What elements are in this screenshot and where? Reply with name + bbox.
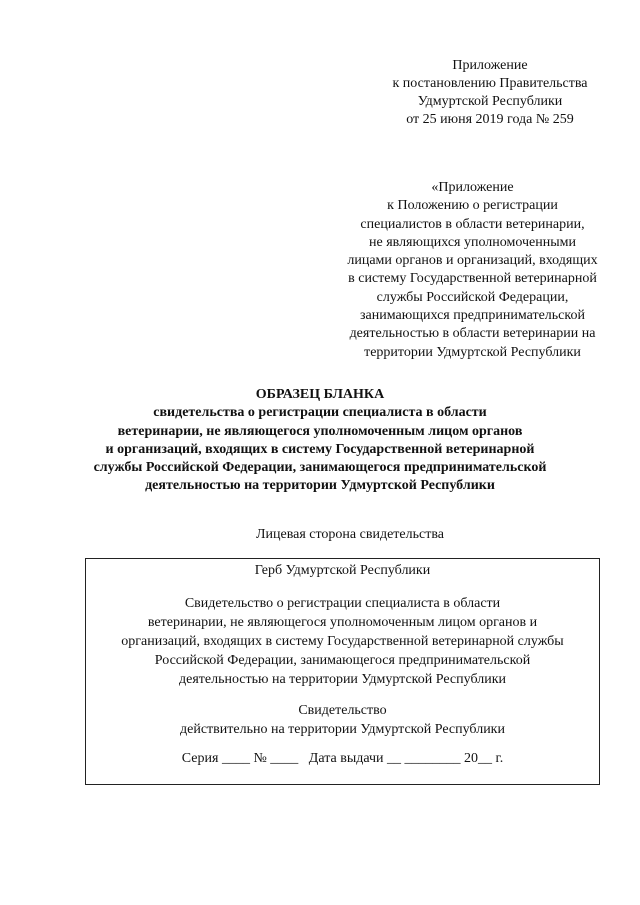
regulation-appendix-line: занимающихся предпринимательской <box>360 308 585 324</box>
form-title-line: ветеринарии, не являющегося уполномоченным лицом органов <box>117 423 523 439</box>
series-number-date-fields: Серия ____ № ____ Дата выдачи __ ________ 20__ г. <box>181 751 504 766</box>
appendix-header-line: Удмуртской Республики <box>417 94 563 109</box>
validity-line: действительно на территории Удмуртской Республики <box>180 722 505 737</box>
appendix-header <box>360 57 620 129</box>
front-side-label: Лицевая сторона свидетельства <box>256 527 444 542</box>
certificate-name-line: Свидетельство о регистрации специалиста в области <box>184 596 501 611</box>
regulation-appendix-line: службы Российской Федерации, <box>376 289 569 305</box>
certificate-name-line: организаций, входящих в систему Государственной ветеринарной службы <box>121 634 564 649</box>
regulation-appendix-line: не являющихся уполномоченными <box>369 234 576 250</box>
regulation-appendix-line: специалистов в области ветеринарии, <box>360 216 585 232</box>
certificate-name-line: ветеринарии, не являющегося уполномоченным лицом органов и <box>147 615 538 630</box>
form-title-line: и организаций, входящих в систему Государственной ветеринарной <box>105 441 535 457</box>
validity-line: Свидетельство <box>298 703 387 718</box>
form-title-line: деятельностью на территории Удмуртской Республики <box>145 478 495 494</box>
certificate-face-box <box>85 558 600 785</box>
validity-statement <box>86 701 599 739</box>
regulation-appendix-line: лицами органов и организаций, входящих <box>347 253 598 269</box>
regulation-appendix-line: «Приложение <box>431 180 514 195</box>
appendix-header-line: от 25 июня 2019 года № 259 <box>406 112 574 127</box>
regulation-appendix-line: к Положению о регистрации <box>387 198 558 214</box>
form-title <box>20 386 620 496</box>
emblem-placeholder: Герб Удмуртской Республики <box>254 563 431 578</box>
certificate-name <box>86 594 599 689</box>
certificate-name-line: Российской Федерации, занимающегося предпринимательской <box>154 653 531 668</box>
certificate-name-line: деятельностью на территории Удмуртской Республики <box>178 672 506 687</box>
regulation-appendix-header <box>310 179 635 362</box>
form-title-heading: ОБРАЗЕЦ БЛАНКА <box>255 387 385 402</box>
form-title-line: свидетельства о регистрации специалиста в области <box>153 405 487 421</box>
regulation-appendix-line: территории Удмуртской Республики <box>364 344 581 360</box>
appendix-header-line: Приложение <box>452 58 528 73</box>
regulation-appendix-line: деятельностью в области ветеринарии на <box>349 326 596 342</box>
appendix-header-line: к постановлению Правительства <box>392 76 588 91</box>
regulation-appendix-line: в систему Государственной ветеринарной <box>348 271 597 287</box>
form-title-line: службы Российской Федерации, занимающегося предпринимательской <box>93 460 547 476</box>
